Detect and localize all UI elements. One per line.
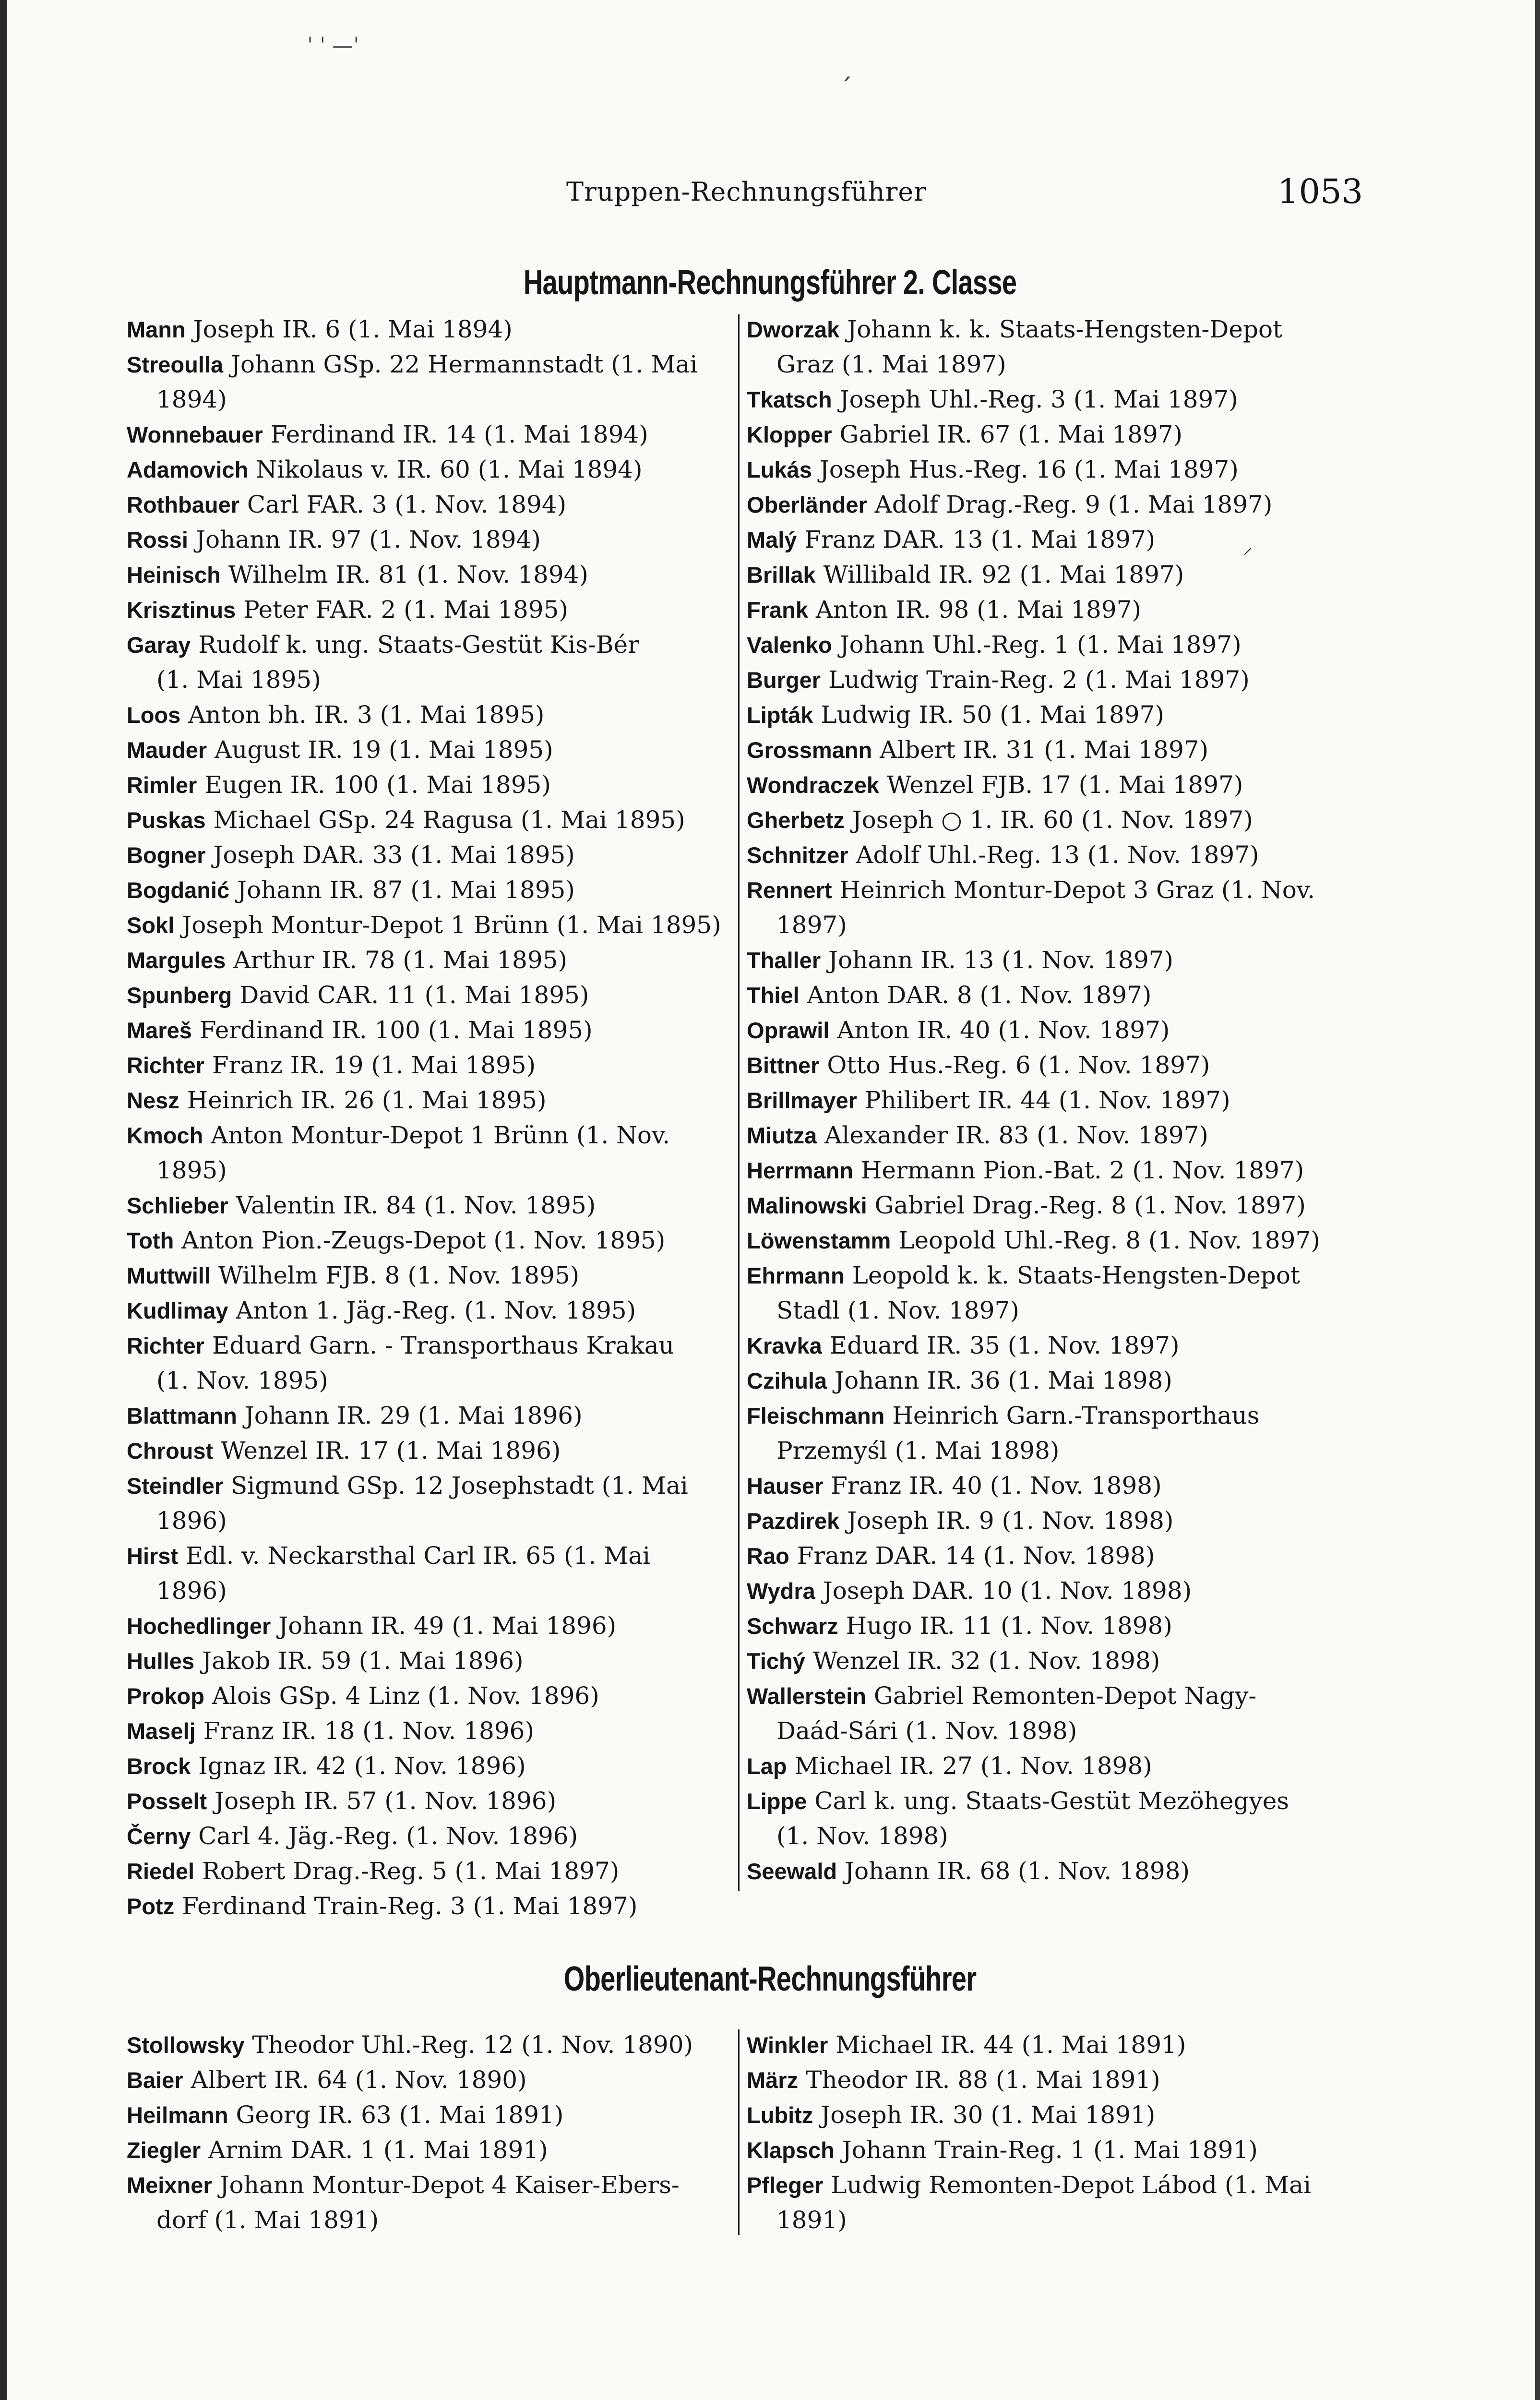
entry-details: Anton 1. Jäg.-Reg. (1. Nov. 1895) <box>236 1296 636 1324</box>
entry-details: Eugen IR. 100 (1. Mai 1895) <box>204 771 551 799</box>
entry-surname: Hauser <box>747 1473 824 1499</box>
list-item <box>127 627 732 697</box>
entry-surname: Burger <box>747 667 821 693</box>
entry-surname: Lukás <box>747 457 812 482</box>
entry-details: Adolf Uhl.-Reg. 13 (1. Nov. 1897) <box>856 841 1259 869</box>
entry-surname: Oberländer <box>747 492 867 517</box>
entry-details: Wenzel FJB. 17 (1. Mai 1897) <box>886 771 1243 799</box>
list-item <box>747 1468 1352 1503</box>
list-item <box>127 1819 732 1854</box>
entry-surname: Winkler <box>747 2032 828 2058</box>
list-item <box>747 1363 1352 1398</box>
list-item <box>127 1468 732 1538</box>
entry-details: Ignaz IR. 42 (1. Nov. 1896) <box>198 1752 526 1780</box>
entry-details: Anton bh. IR. 3 (1. Mai 1895) <box>188 701 545 729</box>
entry-details: Joseph DAR. 10 (1. Nov. 1898) <box>823 1577 1192 1605</box>
entry-details: Carl k. ung. Staats-Gestüt Mezöhegyes <box>814 1787 1289 1815</box>
entry-details: Johann Train-Reg. 1 (1. Mai 1891) <box>842 2136 1258 2164</box>
entry-surname: Fleischmann <box>747 1403 885 1428</box>
entry-surname: Prokop <box>127 1683 204 1709</box>
entry-details: Valentin IR. 84 (1. Nov. 1895) <box>236 1191 596 1219</box>
entry-surname: Miutza <box>747 1123 817 1148</box>
entry-surname: Wallerstein <box>747 1683 866 1709</box>
list-item <box>127 2133 732 2168</box>
list-item <box>747 1083 1352 1118</box>
entry-details: Rudolf k. ung. Staats-Gestüt Kis-Bér <box>198 631 640 659</box>
entry-surname: Valenko <box>747 632 832 658</box>
list-item <box>747 1503 1352 1538</box>
list-item <box>747 1854 1352 1889</box>
list-item <box>747 1328 1352 1363</box>
entry-surname: Wonnebauer <box>127 422 263 447</box>
entry-details: Leopold k. k. Staats-Hengsten-Depot <box>852 1261 1301 1289</box>
entry-details: Albert IR. 31 (1. Mai 1897) <box>880 736 1209 764</box>
entry-surname: Tkatsch <box>747 387 832 412</box>
list-item <box>747 487 1352 522</box>
list-item <box>127 2168 732 2238</box>
entry-details: Willibald IR. 92 (1. Mai 1897) <box>823 561 1184 588</box>
entry-surname: Rao <box>747 1543 789 1569</box>
entry-details: Eduard Garn. - Transporthaus Krakau <box>212 1332 674 1359</box>
entry-surname: Malý <box>747 527 797 552</box>
list-item <box>747 2098 1352 2133</box>
entry-continuation: Przemyśl (1. Mai 1898) <box>776 1437 1060 1464</box>
entry-surname: Kudlimay <box>127 1298 228 1323</box>
list-item <box>127 1048 732 1083</box>
entry-details: Franz IR. 18 (1. Nov. 1896) <box>203 1717 534 1745</box>
entry-surname: Klapsch <box>747 2137 835 2163</box>
entry-details: Heinrich IR. 26 (1. Mai 1895) <box>187 1086 547 1114</box>
entry-details: Anton DAR. 8 (1. Nov. 1897) <box>807 981 1152 1009</box>
list-item <box>747 522 1352 557</box>
entry-surname: Baier <box>127 2067 183 2093</box>
entry-surname: Riedel <box>127 1859 195 1884</box>
entry-surname: Rimler <box>127 772 197 798</box>
entry-details: Johann IR. 49 (1. Mai 1896) <box>278 1612 617 1640</box>
list-item <box>747 627 1352 662</box>
entry-details: Gabriel Drag.-Reg. 8 (1. Nov. 1897) <box>874 1191 1306 1219</box>
list-item <box>127 978 732 1013</box>
entry-surname: Pazdirek <box>747 1508 840 1534</box>
entry-surname: Thiel <box>747 983 800 1008</box>
entry-surname: Wydra <box>747 1578 815 1604</box>
entry-details: Wenzel IR. 17 (1. Mai 1896) <box>221 1437 561 1464</box>
entry-surname: Lippe <box>747 1788 807 1814</box>
list-item <box>127 1644 732 1679</box>
list-item <box>747 1644 1352 1679</box>
list-item <box>747 1153 1352 1188</box>
entry-details: Hermann Pion.-Bat. 2 (1. Nov. 1897) <box>860 1156 1304 1184</box>
list-item <box>127 943 732 978</box>
list-item <box>747 768 1352 803</box>
list-item <box>127 2063 732 2098</box>
entry-continuation: (1. Nov. 1895) <box>156 1367 328 1394</box>
list-item <box>127 1749 732 1784</box>
entry-surname: Bogdanić <box>127 877 230 903</box>
entry-surname: Lipták <box>747 702 813 728</box>
list-item <box>747 2063 1352 2098</box>
entry-details: Joseph IR. 30 (1. Mai 1891) <box>821 2101 1156 2129</box>
list-item <box>127 1258 732 1293</box>
entry-details: Joseph Montur-Depot 1 Brünn (1. Mai 1895) <box>182 911 721 939</box>
entry-surname: Brillmayer <box>747 1088 857 1113</box>
entry-details: Michael IR. 27 (1. Nov. 1898) <box>794 1752 1152 1780</box>
page-number: 1053 <box>1277 172 1363 211</box>
list-item <box>127 1223 732 1258</box>
entry-surname: Krisztinus <box>127 597 236 623</box>
entry-continuation: (1. Mai 1895) <box>156 666 321 694</box>
entry-surname: Oprawil <box>747 1018 830 1043</box>
entry-surname: Loos <box>127 702 181 728</box>
hauptmann-right-column <box>747 312 1352 1889</box>
entry-surname: März <box>747 2067 799 2093</box>
entry-details: Eduard IR. 35 (1. Nov. 1897) <box>829 1332 1180 1359</box>
entry-surname: Schnitzer <box>747 842 848 868</box>
entry-details: Anton IR. 98 (1. Mai 1897) <box>815 596 1141 624</box>
list-item <box>127 697 732 732</box>
list-item <box>127 768 732 803</box>
entry-surname: Hirst <box>127 1543 179 1569</box>
entry-surname: Mann <box>127 317 186 342</box>
entry-surname: Grossmann <box>747 737 872 763</box>
entry-details: Johann Montur-Depot 4 Kaiser-Ebers- <box>219 2171 680 2199</box>
entry-surname: Richter <box>127 1333 204 1358</box>
list-item <box>747 312 1352 382</box>
entry-surname: Thaller <box>747 948 821 973</box>
entry-details: Joseph IR. 6 (1. Mai 1894) <box>193 315 513 343</box>
list-item <box>127 592 732 627</box>
list-item <box>747 2133 1352 2168</box>
list-item <box>747 1538 1352 1573</box>
list-item <box>127 1398 732 1433</box>
entry-details: Carl 4. Jäg.-Reg. (1. Nov. 1896) <box>198 1822 578 1850</box>
list-item <box>127 1889 732 1924</box>
list-item <box>127 1679 732 1714</box>
entry-details: Theodor Uhl.-Reg. 12 (1. Nov. 1890) <box>252 2031 693 2059</box>
entry-continuation: 1891) <box>776 2206 847 2234</box>
entry-surname: Hulles <box>127 1648 195 1674</box>
entry-surname: Rossi <box>127 527 188 552</box>
scan-mark: ˈ ˈ —ˈ <box>307 34 359 58</box>
list-item <box>127 803 732 838</box>
entry-details: Albert IR. 64 (1. Nov. 1890) <box>191 2066 527 2094</box>
entry-surname: Spunberg <box>127 983 232 1008</box>
running-title: Truppen-Rechnungsführer <box>566 177 927 207</box>
entry-surname: Černy <box>127 1824 191 1849</box>
entry-details: David CAR. 11 (1. Mai 1895) <box>239 981 589 1009</box>
list-item <box>747 2028 1352 2063</box>
entry-details: Wilhelm IR. 81 (1. Nov. 1894) <box>228 561 588 588</box>
list-item <box>127 1538 732 1608</box>
entry-details: Johann IR. 13 (1. Nov. 1897) <box>828 946 1173 974</box>
entry-details: Franz IR. 40 (1. Nov. 1898) <box>831 1472 1162 1500</box>
list-item <box>747 382 1352 417</box>
entry-surname: Potz <box>127 1894 175 1919</box>
entry-details: Johann IR. 68 (1. Nov. 1898) <box>845 1857 1190 1885</box>
list-item <box>747 1573 1352 1608</box>
list-item <box>127 1328 732 1398</box>
list-item <box>127 417 732 452</box>
list-item <box>747 417 1352 452</box>
entry-surname: Meixner <box>127 2172 212 2198</box>
entry-continuation: 1896) <box>156 1507 227 1535</box>
list-item <box>747 1784 1352 1854</box>
entry-details: Johann IR. 87 (1. Mai 1895) <box>237 876 575 904</box>
entry-surname: Kravka <box>747 1333 822 1358</box>
column-divider <box>738 2029 740 2235</box>
entry-details: Georg IR. 63 (1. Mai 1891) <box>236 2101 564 2129</box>
entry-surname: Rennert <box>747 877 832 903</box>
entry-continuation: (1. Nov. 1898) <box>776 1822 948 1850</box>
entry-surname: Garay <box>127 632 191 658</box>
entry-surname: Sokl <box>127 912 175 938</box>
entry-details: Sigmund GSp. 12 Josephstadt (1. Mai <box>231 1472 688 1500</box>
entry-continuation: dorf (1. Mai 1891) <box>156 2206 379 2234</box>
entry-details: Philibert IR. 44 (1. Nov. 1897) <box>864 1086 1230 1114</box>
list-item <box>127 1784 732 1819</box>
entry-surname: Kmoch <box>127 1123 203 1148</box>
entry-details: Michael GSp. 24 Ragusa (1. Mai 1895) <box>213 806 685 834</box>
list-item <box>127 452 732 487</box>
entry-details: Joseph ○ 1. IR. 60 (1. Nov. 1897) <box>852 806 1253 834</box>
entry-surname: Klopper <box>747 422 832 447</box>
list-item <box>127 1714 732 1749</box>
list-item <box>747 2168 1352 2238</box>
entry-details: Johann Uhl.-Reg. 1 (1. Mai 1897) <box>839 631 1242 659</box>
entry-details: Ferdinand IR. 14 (1. Mai 1894) <box>270 420 648 448</box>
list-item <box>127 1608 732 1644</box>
entry-details: Joseph DAR. 33 (1. Mai 1895) <box>213 841 575 869</box>
entry-details: Johann GSp. 22 Hermannstadt (1. Mai <box>231 350 698 378</box>
list-item <box>127 1433 732 1468</box>
list-item <box>747 803 1352 838</box>
entry-details: Adolf Drag.-Reg. 9 (1. Mai 1897) <box>874 491 1273 518</box>
entry-details: Ludwig Remonten-Depot Lábod (1. Mai <box>831 2171 1311 2199</box>
entry-details: Ludwig Train-Reg. 2 (1. Mai 1897) <box>828 666 1250 694</box>
entry-details: Jakob IR. 59 (1. Mai 1896) <box>202 1647 524 1675</box>
entry-details: Wilhelm FJB. 8 (1. Nov. 1895) <box>218 1261 580 1289</box>
list-item <box>127 873 732 908</box>
entry-details: Arthur IR. 78 (1. Mai 1895) <box>233 946 568 974</box>
oberlieutenant-right-column <box>747 2028 1352 2238</box>
entry-details: Anton IR. 40 (1. Nov. 1897) <box>837 1016 1170 1044</box>
list-item <box>127 522 732 557</box>
list-item <box>747 1608 1352 1644</box>
entry-surname: Nesz <box>127 1088 179 1113</box>
entry-details: Theodor IR. 88 (1. Mai 1891) <box>806 2066 1160 2094</box>
entry-surname: Löwenstamm <box>747 1228 891 1253</box>
entry-surname: Bogner <box>127 842 206 868</box>
entry-surname: Richter <box>127 1053 204 1078</box>
entry-details: Anton Pion.-Zeugs-Depot (1. Nov. 1895) <box>181 1226 666 1254</box>
entry-details: August IR. 19 (1. Mai 1895) <box>215 736 553 764</box>
list-item <box>747 697 1352 732</box>
list-item <box>747 1048 1352 1083</box>
scan-mark: ⸝ <box>1243 536 1253 558</box>
entry-surname: Seewald <box>747 1859 837 1884</box>
entry-surname: Heilmann <box>127 2102 228 2128</box>
list-item <box>747 1188 1352 1223</box>
list-item <box>127 487 732 522</box>
list-item <box>747 943 1352 978</box>
list-item <box>127 1013 732 1048</box>
list-item <box>747 1223 1352 1258</box>
entry-details: Michael IR. 44 (1. Mai 1891) <box>836 2031 1186 2059</box>
list-item <box>127 2098 732 2133</box>
entry-details: Alexander IR. 83 (1. Nov. 1897) <box>824 1121 1208 1149</box>
entry-details: Joseph IR. 57 (1. Nov. 1896) <box>215 1787 557 1815</box>
entry-details: Peter FAR. 2 (1. Mai 1895) <box>243 596 568 624</box>
entry-details: Alois GSp. 4 Linz (1. Nov. 1896) <box>212 1682 599 1710</box>
entry-details: Johann k. k. Staats-Hengsten-Depot <box>847 315 1283 343</box>
entry-surname: Toth <box>127 1228 174 1253</box>
entry-surname: Muttwill <box>127 1263 211 1288</box>
entry-surname: Posselt <box>127 1788 207 1814</box>
entry-surname: Maselj <box>127 1718 196 1744</box>
entry-surname: Pfleger <box>747 2172 824 2198</box>
list-item <box>127 1293 732 1328</box>
entry-details: Joseph Uhl.-Reg. 3 (1. Mai 1897) <box>839 385 1238 413</box>
entry-continuation: 1895) <box>156 1156 227 1184</box>
entry-details: Johann IR. 29 (1. Mai 1896) <box>244 1402 583 1429</box>
entry-details: Ludwig IR. 50 (1. Mai 1897) <box>821 701 1164 729</box>
list-item <box>747 1679 1352 1749</box>
list-item <box>127 1854 732 1889</box>
entry-details: Heinrich Montur-Depot 3 Graz (1. Nov. <box>839 876 1315 904</box>
entry-continuation: 1896) <box>156 1577 227 1605</box>
entry-continuation: 1894) <box>156 385 227 413</box>
entry-details: Otto Hus.-Reg. 6 (1. Nov. 1897) <box>827 1051 1210 1079</box>
entry-surname: Gherbetz <box>747 807 845 833</box>
entry-details: Ferdinand IR. 100 (1. Mai 1895) <box>199 1016 593 1044</box>
list-item <box>127 347 732 417</box>
list-item <box>747 873 1352 943</box>
entry-details: Wenzel IR. 32 (1. Nov. 1898) <box>812 1647 1160 1675</box>
list-item <box>127 908 732 943</box>
entry-surname: Adamovich <box>127 457 249 482</box>
entry-details: Hugo IR. 11 (1. Nov. 1898) <box>846 1612 1172 1640</box>
list-item <box>127 732 732 768</box>
entry-surname: Brillak <box>747 562 816 588</box>
entry-surname: Lap <box>747 1753 787 1779</box>
entry-surname: Schlieber <box>127 1193 228 1218</box>
list-item <box>127 2028 732 2063</box>
entry-surname: Dworzak <box>747 317 840 342</box>
entry-surname: Tichý <box>747 1648 805 1674</box>
entry-details: Franz DAR. 14 (1. Nov. 1898) <box>797 1542 1155 1570</box>
oberlieutenant-left-column <box>127 2028 732 2238</box>
hauptmann-left-column <box>127 312 732 1924</box>
entry-surname: Ziegler <box>127 2137 201 2163</box>
list-item <box>747 1118 1352 1153</box>
entry-surname: Wondraczek <box>747 772 879 798</box>
entry-continuation: Daád-Sári (1. Nov. 1898) <box>776 1717 1077 1745</box>
entry-details: Johann IR. 36 (1. Mai 1898) <box>835 1367 1172 1394</box>
entry-continuation: Graz (1. Mai 1897) <box>776 350 1006 378</box>
list-item <box>127 557 732 592</box>
entry-surname: Chroust <box>127 1438 214 1464</box>
list-item <box>747 1398 1352 1468</box>
entry-surname: Ehrmann <box>747 1263 845 1288</box>
list-item <box>747 1749 1352 1784</box>
entry-continuation: 1897) <box>776 911 847 939</box>
column-divider <box>738 314 740 1891</box>
entry-details: Franz IR. 19 (1. Mai 1895) <box>212 1051 536 1079</box>
list-item <box>747 1013 1352 1048</box>
entry-surname: Steindler <box>127 1473 224 1499</box>
entry-surname: Blattmann <box>127 1403 237 1428</box>
list-item <box>747 557 1352 592</box>
list-item <box>127 1118 732 1188</box>
entry-details: Carl FAR. 3 (1. Nov. 1894) <box>247 491 567 518</box>
list-item <box>747 592 1352 627</box>
entry-details: Arnim DAR. 1 (1. Mai 1891) <box>208 2136 548 2164</box>
entry-surname: Puskas <box>127 807 206 833</box>
entry-surname: Czihula <box>747 1368 827 1393</box>
entry-details: Johann IR. 97 (1. Nov. 1894) <box>195 526 541 553</box>
entry-continuation: Stadl (1. Nov. 1897) <box>776 1296 1019 1324</box>
list-item <box>127 1083 732 1118</box>
entry-details: Gabriel IR. 67 (1. Mai 1897) <box>839 420 1183 448</box>
list-item <box>747 662 1352 697</box>
entry-details: Edl. v. Neckarsthal Carl IR. 65 (1. Mai <box>186 1542 651 1570</box>
list-item <box>127 838 732 873</box>
entry-details: Franz DAR. 13 (1. Mai 1897) <box>804 526 1156 553</box>
entry-surname: Mareš <box>127 1018 192 1043</box>
scan-mark: ˏ <box>840 53 852 82</box>
entry-surname: Brock <box>127 1753 191 1779</box>
entry-surname: Schwarz <box>747 1613 838 1639</box>
entry-surname: Streoulla <box>127 352 224 377</box>
list-item <box>747 732 1352 768</box>
entry-surname: Mauder <box>127 737 207 763</box>
entry-details: Ferdinand Train-Reg. 3 (1. Mai 1897) <box>182 1892 638 1920</box>
list-item <box>747 1258 1352 1328</box>
entry-surname: Stollowsky <box>127 2032 245 2058</box>
entry-surname: Malinowski <box>747 1193 867 1218</box>
entry-details: Joseph Hus.-Reg. 16 (1. Mai 1897) <box>819 456 1239 483</box>
entry-details: Nikolaus v. IR. 60 (1. Mai 1894) <box>256 456 643 483</box>
entry-details: Gabriel Remonten-Depot Nagy- <box>873 1682 1257 1710</box>
entry-surname: Herrmann <box>747 1158 854 1183</box>
entry-details: Robert Drag.-Reg. 5 (1. Mai 1897) <box>202 1857 620 1885</box>
entry-surname: Frank <box>747 597 808 623</box>
section-title-hauptmann: Hauptmann-Rechnungsführer 2. Classe <box>523 264 1017 302</box>
section-title-oberlieutenant: Oberlieutenant-Rechnungsführer <box>563 1960 977 1998</box>
entry-surname: Rothbauer <box>127 492 239 517</box>
list-item <box>127 1188 732 1223</box>
entry-details: Joseph IR. 9 (1. Nov. 1898) <box>847 1507 1174 1535</box>
entry-surname: Heinisch <box>127 562 221 588</box>
entry-surname: Hochedlinger <box>127 1613 271 1639</box>
entry-surname: Lubitz <box>747 2102 813 2128</box>
entry-details: Anton Montur-Depot 1 Brünn (1. Nov. <box>211 1121 670 1149</box>
list-item <box>747 838 1352 873</box>
entry-details: Leopold Uhl.-Reg. 8 (1. Nov. 1897) <box>898 1226 1320 1254</box>
entry-details: Heinrich Garn.-Transporthaus <box>892 1402 1260 1429</box>
list-item <box>747 452 1352 487</box>
list-item <box>127 312 732 347</box>
entry-surname: Bittner <box>747 1053 820 1078</box>
entry-surname: Margules <box>127 948 226 973</box>
list-item <box>747 978 1352 1013</box>
